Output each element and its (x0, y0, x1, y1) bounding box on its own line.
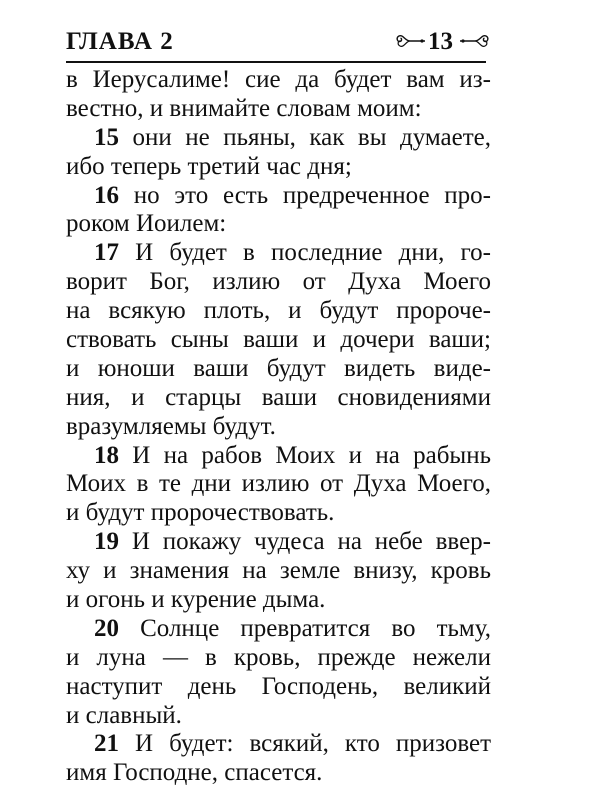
text-line (66, 557, 491, 586)
text-line (66, 153, 491, 182)
verse-text: и луна — в кровь, прежде нежели (66, 643, 491, 671)
text-line (66, 442, 491, 471)
verse-text: вестно, и внимайте словам моим: (66, 94, 422, 122)
verse-text: роком Иоилем: (66, 210, 227, 238)
verse-text: вразумляемы будут. (66, 412, 276, 440)
verse-number: 21 (94, 730, 119, 758)
text-line (66, 268, 491, 297)
text-line (66, 124, 491, 153)
verse-text: И будет: всякий, кто призовет (119, 730, 491, 758)
running-head (66, 28, 486, 62)
text-line (66, 499, 491, 528)
text-line (66, 210, 491, 239)
text-line (66, 644, 491, 673)
verse-number: 16 (94, 181, 119, 209)
text-line (66, 615, 491, 644)
text-line (66, 95, 491, 124)
text-line (66, 239, 491, 268)
verse-text: ху и знамения на земле внизу, кровь (66, 557, 491, 585)
verse-text: ствовать сыны ваши и дочери ваши; (66, 326, 491, 354)
text-line (66, 673, 491, 702)
text-line (66, 730, 491, 759)
verse-number: 15 (94, 123, 119, 151)
verse-text: Солнце превратится во тьму, (119, 614, 491, 642)
verse-text: на всякую плоть, и будут пророче- (66, 297, 491, 325)
verse-text: наступит день Господень, великий (66, 672, 491, 700)
verse-number: 18 (94, 441, 119, 469)
verse-text: но это есть предреченное про- (119, 181, 491, 209)
left-ornament-icon (393, 30, 427, 52)
text-line (66, 702, 491, 731)
page-number: 13 (428, 28, 453, 55)
right-ornament-icon (458, 30, 492, 52)
text-line (66, 528, 491, 557)
text-line (66, 413, 491, 442)
verse-text: Моих в те дни излию от Духа Моего, (66, 470, 491, 498)
verse-text: и огонь и курение дыма. (66, 586, 326, 614)
text-line (66, 586, 491, 615)
verse-text: и будут пророчествовать. (66, 499, 335, 527)
text-line (66, 297, 491, 326)
text-line (66, 384, 491, 413)
verse-text: ворит Бог, излию от Духа Моего (66, 268, 491, 296)
verse-number: 20 (94, 614, 119, 642)
verse-text: имя Господне, спасется. (66, 759, 323, 787)
verse-text: и юноши ваши будут видеть виде- (66, 354, 491, 382)
verse-number: 19 (94, 528, 119, 556)
text-line (66, 470, 491, 499)
verse-text: И покажу чудеса на небе ввер- (119, 528, 491, 556)
verse-text: И на рабов Моих и на рабынь (119, 441, 491, 469)
text-line (66, 66, 491, 95)
verse-text: И будет в последние дни, го- (119, 239, 491, 267)
text-line (66, 182, 491, 211)
verse-text: ибо теперь третий час дня; (66, 152, 352, 180)
verse-number: 17 (94, 239, 119, 267)
text-line (66, 355, 491, 384)
verse-text: в Иерусалиме! сие да будет вам из- (66, 66, 491, 93)
verse-text: и славный. (66, 701, 182, 729)
chapter-label: ГЛАВА 2 (66, 28, 174, 55)
verse-text: они не пьяны, как вы думаете, (119, 123, 491, 151)
text-line (66, 759, 491, 788)
text-line (66, 326, 491, 355)
header-rule (66, 61, 486, 63)
verse-text: ния, и старцы ваши сновидениями (66, 383, 491, 411)
body-text (66, 66, 491, 788)
